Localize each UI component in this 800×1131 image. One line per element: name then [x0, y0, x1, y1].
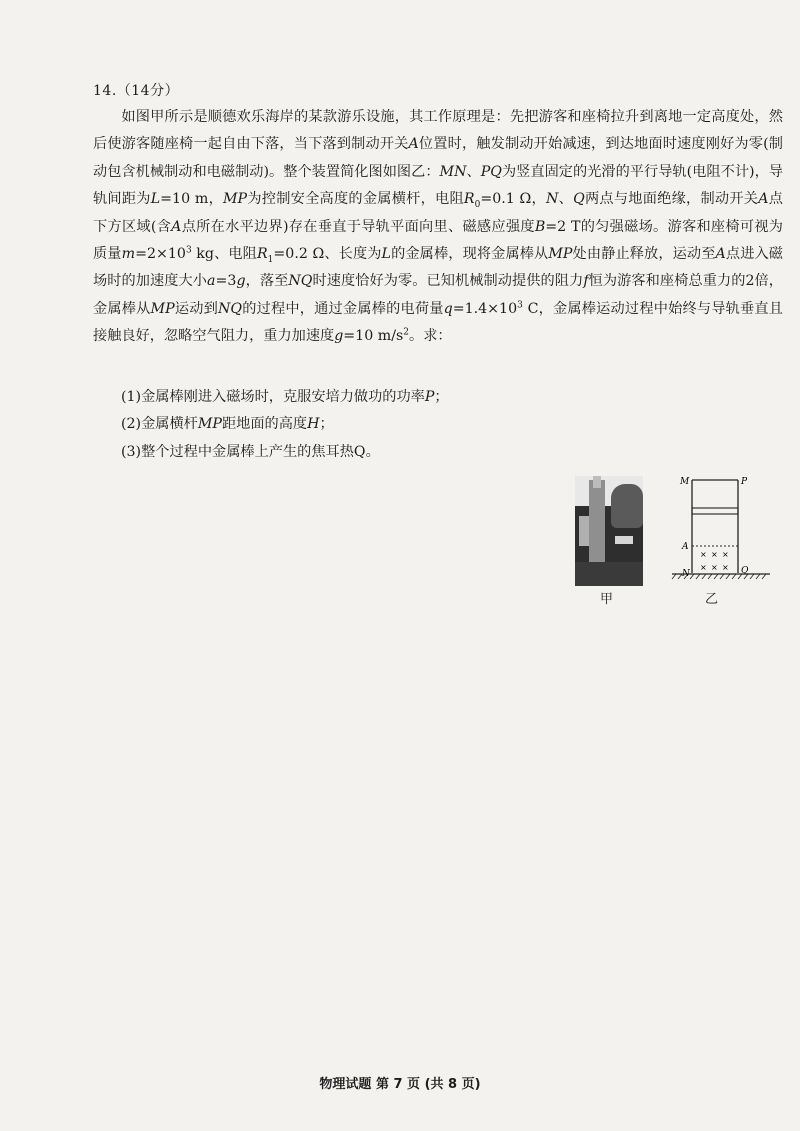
text-segment: 为竖直固定的光滑的平行导轨(电阻不计)，导轨间距为 [93, 163, 783, 208]
text-segment: MP [150, 300, 175, 317]
text-segment: (2)金属横杆 [121, 416, 198, 432]
text-segment: 、 [466, 163, 481, 180]
text-segment: 时速度恰好为零。已知机械制动提供的阻力 [312, 273, 584, 290]
text-segment: 、 [558, 191, 574, 208]
text-segment: NQ [217, 300, 243, 317]
photo-sign [615, 536, 633, 544]
text-segment: MP [223, 191, 248, 208]
text-segment: ，落至 [245, 273, 289, 290]
text-segment: R [256, 246, 268, 263]
text-segment: P [424, 389, 435, 405]
text-segment: 运动到 [174, 300, 218, 317]
text-segment: g [334, 328, 344, 345]
text-segment: N [546, 191, 559, 208]
text-segment: B [534, 218, 546, 235]
point-a-label: A [682, 542, 689, 552]
text-segment: (3)整个过程中金属棒上产生的焦耳热 [121, 444, 354, 460]
text-segment: 如图甲所示是顺德欢乐海岸的某款游乐设施，其工作原理是：先把游客和座椅拉升到离地一定高度处，然后使游客随座椅一起自由下落，当下落到制动开关 [93, 109, 783, 153]
field-cross: × [700, 563, 707, 572]
text-segment: 点下方区域(含 [93, 191, 783, 235]
field-cross: × [722, 550, 729, 559]
field-cross: × [700, 550, 707, 559]
text-segment: 1 [267, 254, 274, 265]
text-segment: A [408, 136, 419, 153]
text-segment: 距地面的高度 [221, 416, 308, 432]
text-segment: NQ [288, 273, 313, 290]
text-segment: A [758, 191, 769, 208]
text-segment: =0.1 Ω， [480, 191, 546, 208]
text-segment: C，金属棒运动过程中始终与导轨垂直且接触良好，忽略空气阻力，重力加速度 [93, 300, 783, 345]
text-segment: 。求： [409, 328, 452, 345]
text-segment: MP [197, 416, 222, 432]
question-paragraph [93, 104, 783, 351]
text-segment: q [443, 300, 453, 317]
text-segment: 为控制安全高度的金属横杆，电阻 [247, 191, 464, 208]
text-segment: f [583, 273, 589, 290]
photo-ground [575, 562, 643, 586]
text-segment: L [381, 246, 391, 263]
text-segment: 。 [365, 444, 380, 460]
text-segment: 的过程中，通过金属棒的电荷量 [242, 300, 444, 317]
text-segment: 点所在水平边界)存在垂直于导轨平面向里、磁感应强度 [181, 218, 535, 235]
text-segment: A [171, 218, 182, 235]
text-segment: ； [434, 389, 449, 405]
page-footer: 物理试题 第 7 页 (共 8 页) [319, 1077, 481, 1092]
text-segment: L [150, 191, 161, 208]
text-segment: 两点与地面绝缘，制动开关 [584, 191, 759, 208]
text-segment: 0 [474, 200, 481, 211]
text-segment: =2 T的匀强磁场。游客和座椅可视为质量 [93, 218, 783, 263]
figure-label-yi: 乙 [705, 592, 719, 607]
text-segment: ； [319, 416, 334, 432]
field-cross: × [711, 550, 718, 559]
text-segment: 位置时，触发制动开始减速，到达地面时速度刚好为零(制动包含机械制动和电磁制动)。整个装置简化图如图乙： [93, 136, 783, 180]
ride-photo [575, 476, 643, 586]
seat-bar [692, 508, 738, 514]
text-segment: Q [573, 191, 585, 208]
text-segment: m [121, 246, 136, 263]
text-segment: MP [548, 246, 573, 263]
text-segment: 2 [403, 327, 409, 338]
text-segment: =0.2 Ω、长度为 [273, 246, 382, 263]
text-segment: Q [353, 444, 366, 460]
photo-pole [579, 516, 589, 546]
text-segment: R [463, 191, 475, 208]
sub-question-2 [121, 413, 334, 433]
text-segment: 3 [185, 245, 192, 256]
text-segment: =1.4×10 [452, 300, 518, 317]
text-segment: =2×10 [135, 246, 186, 263]
sub-question-1 [121, 386, 449, 406]
point-p-label: P [741, 477, 748, 487]
text-segment: 处由静止释放，运动至 [572, 246, 716, 263]
field-cross: × [722, 563, 729, 572]
photo-tower-top [593, 476, 601, 488]
text-segment: a [207, 273, 216, 290]
text-segment: 恒为游客和座椅总重力的2倍，金属棒从 [93, 273, 783, 317]
text-segment: =3 [215, 273, 237, 290]
text-segment: A [715, 246, 726, 263]
text-segment: 的金属棒，现将金属棒从 [390, 246, 549, 263]
figure-label-jia: 甲 [600, 592, 614, 607]
field-cross: × [711, 563, 718, 572]
point-n-label: N [682, 569, 690, 579]
sub-question-3 [121, 441, 380, 461]
text-segment: =10 m， [160, 191, 224, 208]
text-segment: kg、电阻 [191, 246, 257, 263]
text-segment: 点进入磁场时的加速度大小 [93, 246, 783, 290]
photo-tree [611, 484, 643, 528]
point-q-label: Q [741, 566, 749, 576]
text-segment: PQ [480, 163, 502, 180]
point-m-label: M [680, 477, 690, 487]
text-segment: MN [439, 163, 467, 180]
rail-diagram [670, 470, 780, 590]
text-segment: H [307, 416, 320, 432]
question-number: 14.（14分） [93, 83, 180, 99]
text-segment: =10 m/s [343, 328, 404, 345]
text-segment: g [236, 273, 246, 290]
text-segment: (1)金属棒刚进入磁场时，克服安培力做功的功率 [121, 389, 425, 405]
text-segment: 3 [517, 300, 523, 311]
